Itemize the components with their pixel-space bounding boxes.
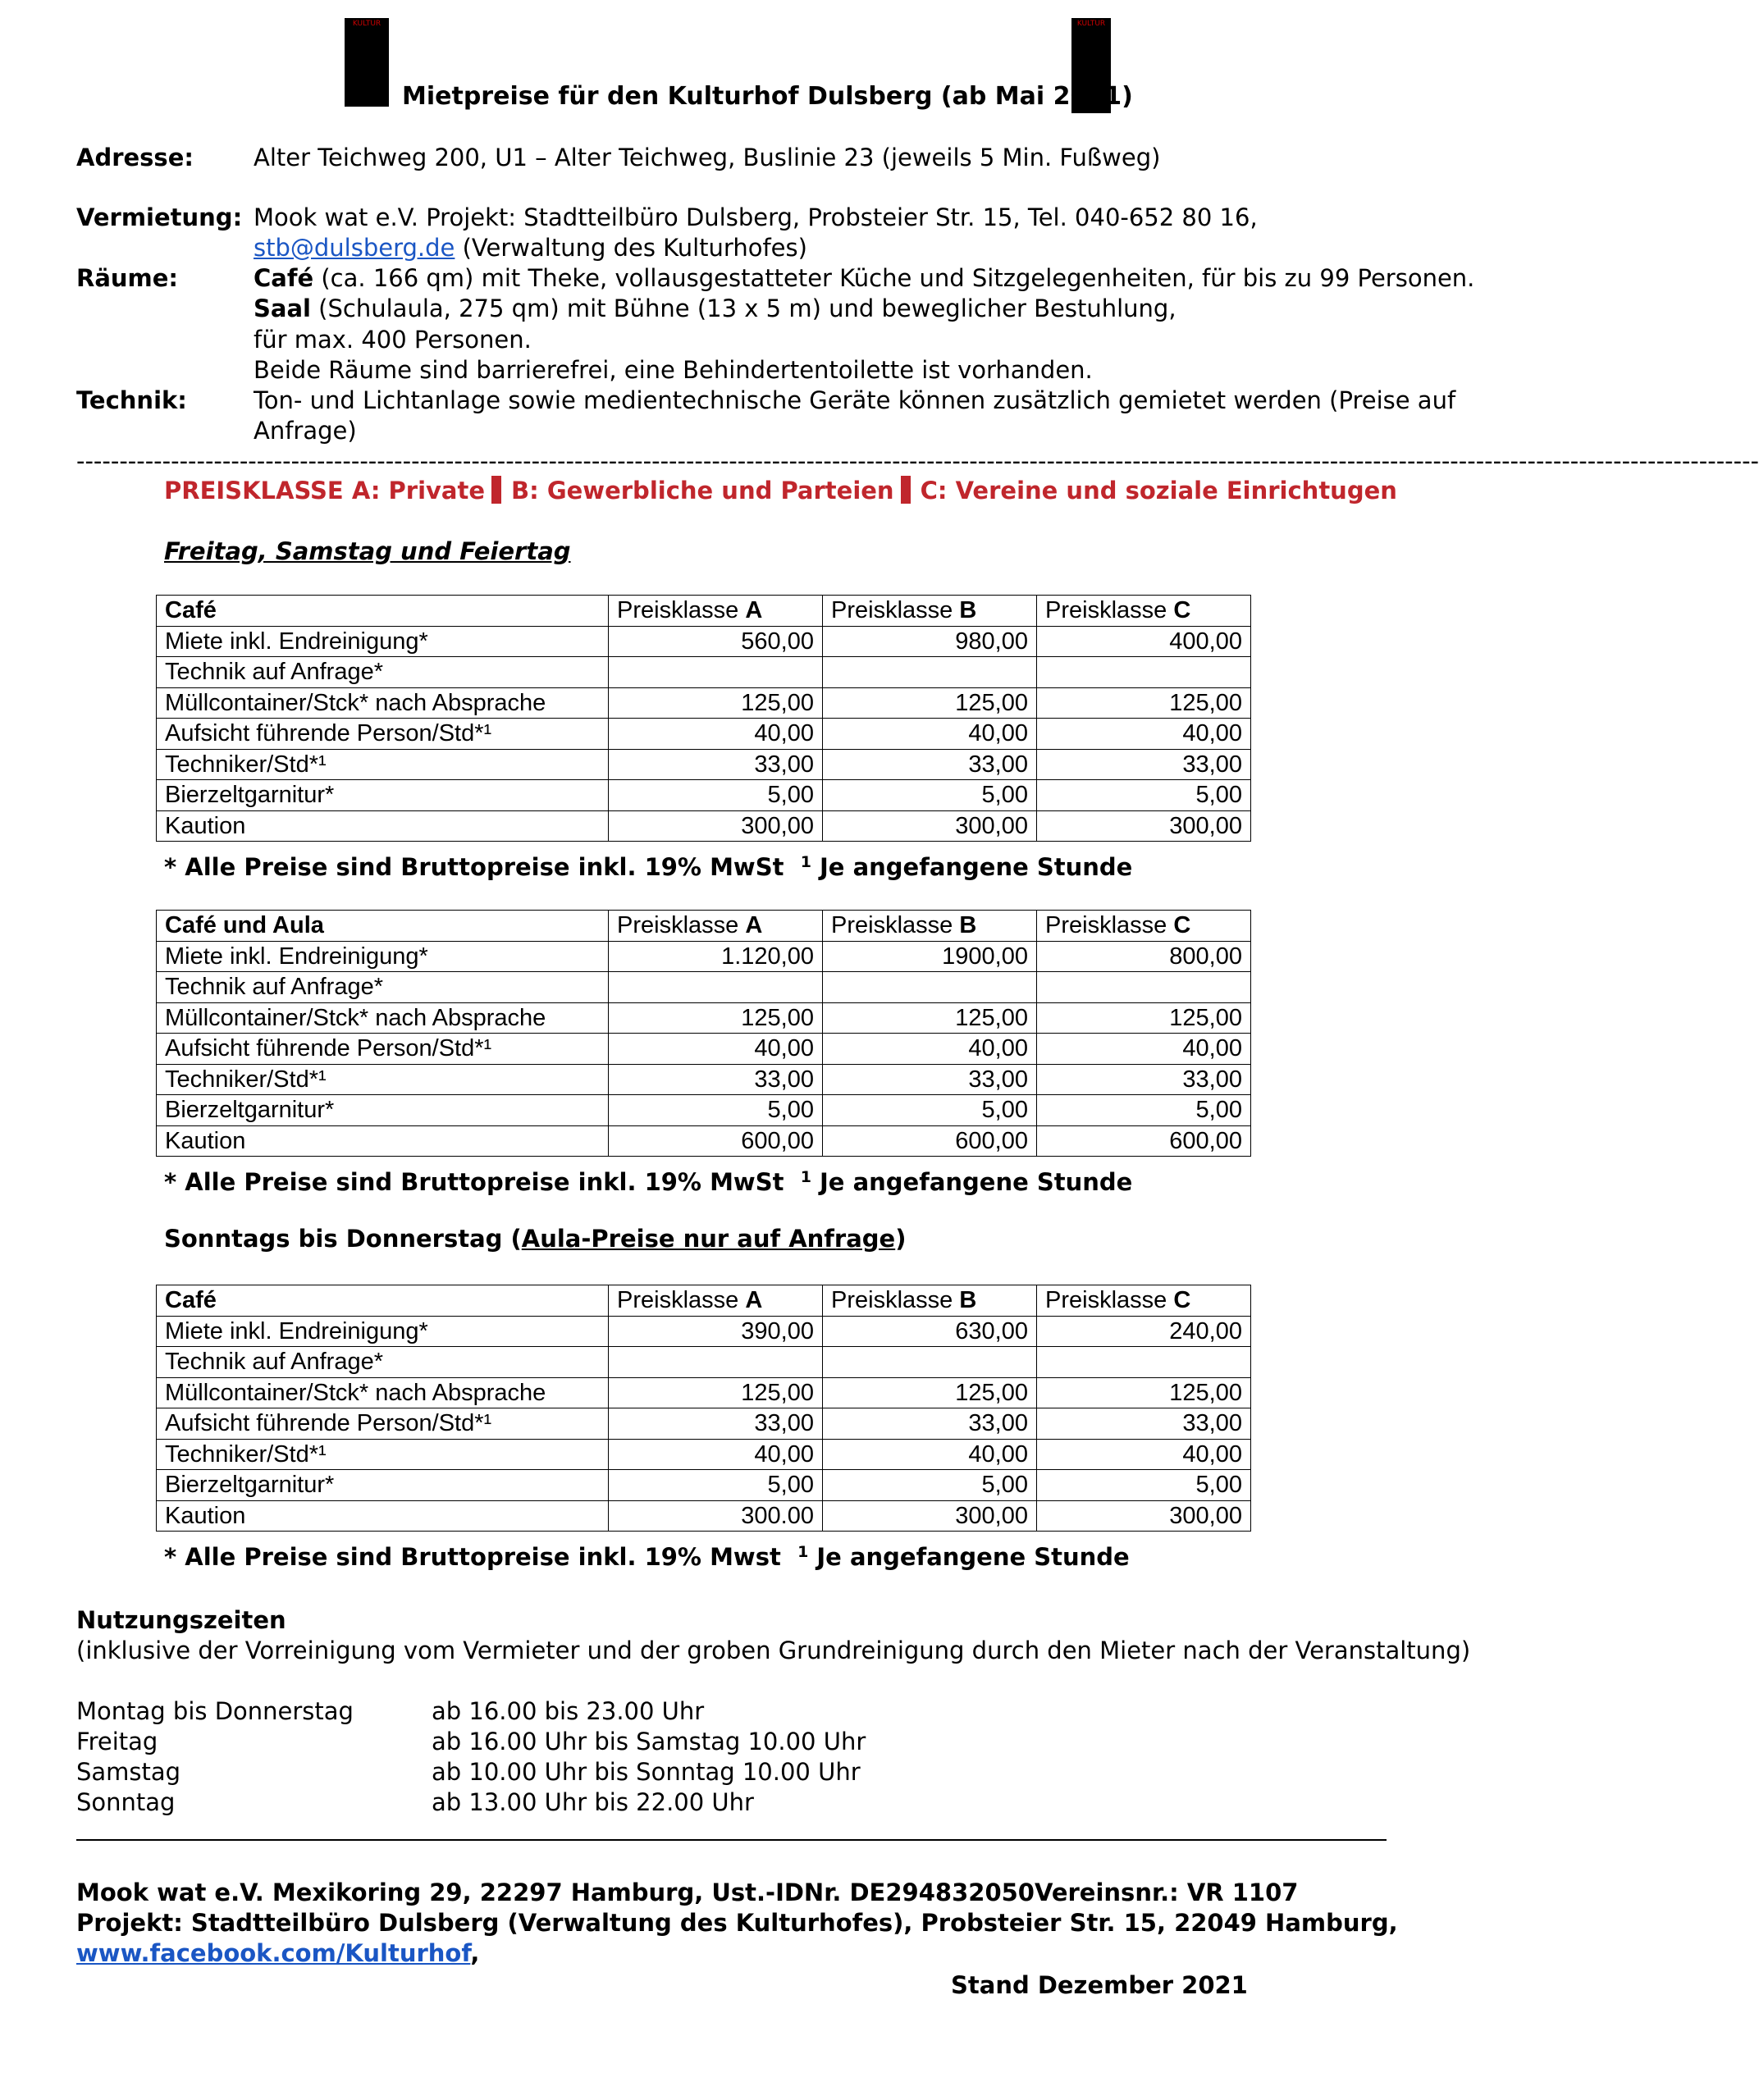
technik-line2: Anfrage): [254, 417, 357, 445]
footer-divider: [76, 1839, 1387, 1841]
table-row: Aufsicht führende Person/Std*¹ 33,00 33,00 33,00: [157, 1408, 1251, 1440]
nutzungszeiten-title: Nutzungszeiten: [76, 1606, 286, 1634]
zeit-time: ab 16.00 Uhr bis Samstag 10.00 Uhr: [432, 1728, 866, 1755]
logo-left: [345, 18, 389, 107]
col-header-b: Preisklasse B: [823, 1285, 1037, 1317]
table-row: Aufsicht führende Person/Std*¹ 40,00 40,00 40,00: [157, 1034, 1251, 1065]
table-header-row: [157, 596, 1251, 627]
nutzungszeiten-subtitle: (inklusive der Vorreinigung vom Vermieter und der groben Grundreinigung durch den Mieter nach der Veranstaltung): [76, 1637, 1471, 1664]
dashed-divider: ----------------------------------------------------------------------------------------------------------------------------------------------------------------------------------------------------: [76, 447, 1759, 475]
table-row: Miete inkl. Endreinigung* 1.120,00 1900,00 800,00: [157, 941, 1251, 972]
table-row: Technik auf Anfrage*: [157, 657, 1251, 688]
raeume-barrierefrei: Beide Räume sind barrierefrei, eine Behindertentoilette ist vorhanden.: [254, 356, 1093, 384]
footer-link-line: www.facebook.com/Kulturhof,: [76, 1939, 480, 1967]
table-title: Café und Aula: [157, 911, 609, 942]
table-note-1: * Alle Preise sind Bruttopreise inkl. 19% MwSt $^1$ Je angefangene Stunde: [164, 853, 1133, 881]
vermietung-email-link[interactable]: stb@dulsberg.de: [254, 234, 455, 262]
table-row: Technik auf Anfrage*: [157, 1347, 1251, 1378]
col-header-a: Preisklasse A: [609, 911, 823, 942]
raeume-saal: [254, 294, 1176, 322]
col-header-c: Preisklasse C: [1037, 911, 1251, 942]
table-row: Techniker/Std*¹ 33,00 33,00 33,00: [157, 749, 1251, 780]
table-row: Bierzeltgarnitur* 5,00 5,00 5,00: [157, 1095, 1251, 1126]
adresse-text: Alter Teichweg 200, U1 – Alter Teichweg, Buslinie 23 (jeweils 5 Min. Fußweg): [254, 144, 1161, 171]
logo-left-text: KULTUR: [352, 20, 381, 28]
section1-title: Freitag, Samstag und Feiertag: [164, 537, 571, 565]
vermietung-label: Vermietung:: [76, 203, 243, 231]
footer-line1: Mook wat e.V. Mexikoring 29, 22297 Hamburg, Ust.-IDNr. DE294832050Vereinsnr.: VR 1107: [76, 1879, 1299, 1906]
raeume-cafe: [254, 264, 1474, 292]
legend-bar: [491, 476, 501, 504]
table-title: Café: [157, 596, 609, 627]
footer-line2: Projekt: Stadtteilbüro Dulsberg (Verwaltung des Kulturhofes), Probsteier Str. 15, 22049 Hamburg,: [76, 1909, 1398, 1937]
logo-right-text: KULTUR: [1076, 20, 1106, 28]
raeume-label: Räume:: [76, 264, 179, 292]
preisklassen-legend: [164, 476, 1397, 504]
vermietung-line1: Mook wat e.V. Projekt: Stadtteilbüro Dulsberg, Probsteier Str. 15, Tel. 040-652 80 16,: [254, 203, 1258, 231]
col-header-b: Preisklasse B: [823, 911, 1037, 942]
zeit-time: ab 16.00 bis 23.00 Uhr: [432, 1697, 705, 1725]
section2-title: Sonntags bis Donnerstag (Aula-Preise nur auf Anfrage): [164, 1225, 907, 1253]
col-header-c: Preisklasse C: [1037, 1285, 1251, 1317]
table-row: Miete inkl. Endreinigung* 390,00 630,00 240,00: [157, 1316, 1251, 1347]
table-row: Kaution 300.00 300,00 300,00: [157, 1500, 1251, 1532]
saal-text: (Schulaula, 275 qm) mit Bühne (13 x 5 m) und beweglicher Bestuhlung,: [310, 294, 1176, 322]
table-row: Bierzeltgarnitur* 5,00 5,00 5,00: [157, 780, 1251, 811]
zeit-day: Samstag: [76, 1758, 181, 1786]
col-header-b: Preisklasse B: [823, 596, 1037, 627]
zeit-day: Freitag: [76, 1728, 158, 1755]
table-row: Techniker/Std*¹ 33,00 33,00 33,00: [157, 1064, 1251, 1095]
table-header-row: [157, 911, 1251, 942]
page-title: Mietpreise für den Kulturhof Dulsberg (ab Mai 2021): [402, 82, 1133, 111]
cafe-text: (ca. 166 qm) mit Theke, vollausgestatteter Küche und Sitzgelegenheiten, für bis zu 99 Personen.: [313, 264, 1475, 292]
table-note-2: * Alle Preise sind Bruttopreise inkl. 19% MwSt $^1$ Je angefangene Stunde: [164, 1168, 1133, 1196]
zeit-day: Sonntag: [76, 1788, 176, 1816]
table-row: Kaution 600,00 600,00 600,00: [157, 1125, 1251, 1157]
technik-label: Technik:: [76, 386, 187, 414]
col-header-a: Preisklasse A: [609, 596, 823, 627]
table-row: Müllcontainer/Stck* nach Absprache 125,00 125,00 125,00: [157, 687, 1251, 719]
table-row: Miete inkl. Endreinigung* 560,00 980,00 400,00: [157, 626, 1251, 657]
table-row: Müllcontainer/Stck* nach Absprache 125,00 125,00 125,00: [157, 1377, 1251, 1408]
table-title: Café: [157, 1285, 609, 1317]
table-row: Technik auf Anfrage*: [157, 972, 1251, 1003]
col-header-a: Preisklasse A: [609, 1285, 823, 1317]
table-row: Kaution 300,00 300,00 300,00: [157, 810, 1251, 842]
col-header-c: Preisklasse C: [1037, 596, 1251, 627]
legend-bar: [901, 476, 911, 504]
table-note-3: * Alle Preise sind Bruttopreise inkl. 19% Mwst $^1$ Je angefangene Stunde: [164, 1543, 1130, 1571]
facebook-link[interactable]: www.facebook.com/Kulturhof: [76, 1939, 471, 1967]
raeume-saal-line2: für max. 400 Personen.: [254, 326, 532, 354]
cafe-word: Café: [254, 264, 314, 292]
vermietung-line2-rest: (Verwaltung des Kulturhofes): [455, 234, 807, 262]
table-row: Aufsicht führende Person/Std*¹ 40,00 40,00 40,00: [157, 719, 1251, 750]
vermietung-line2: [254, 234, 807, 262]
preisklasse-c: C: Vereine und soziale Einrichtugen: [920, 477, 1397, 504]
saal-word: Saal: [254, 294, 311, 322]
stand-date: Stand Dezember 2021: [951, 1971, 1248, 1999]
table-row: Bierzeltgarnitur* 5,00 5,00 5,00: [157, 1470, 1251, 1501]
price-table-2: [156, 910, 1251, 1157]
zeit-time: ab 13.00 Uhr bis 22.00 Uhr: [432, 1788, 754, 1816]
table-row: Techniker/Std*¹ 40,00 40,00 40,00: [157, 1439, 1251, 1470]
table-header-row: [157, 1285, 1251, 1317]
technik-line1: Ton- und Lichtanlage sowie medientechnische Geräte können zusätzlich gemietet werden (Preise auf: [254, 386, 1456, 414]
preisklasse-a: PREISKLASSE A: Private: [164, 477, 486, 504]
table-row: Müllcontainer/Stck* nach Absprache 125,00 125,00 125,00: [157, 1002, 1251, 1034]
zeit-time: ab 10.00 Uhr bis Sonntag 10.00 Uhr: [432, 1758, 861, 1786]
price-table-3: [156, 1285, 1251, 1532]
adresse-label: Adresse:: [76, 144, 194, 171]
price-table-1: [156, 595, 1251, 842]
zeit-day: Montag bis Donnerstag: [76, 1697, 354, 1725]
preisklasse-b: B: Gewerbliche und Parteien: [511, 477, 894, 504]
